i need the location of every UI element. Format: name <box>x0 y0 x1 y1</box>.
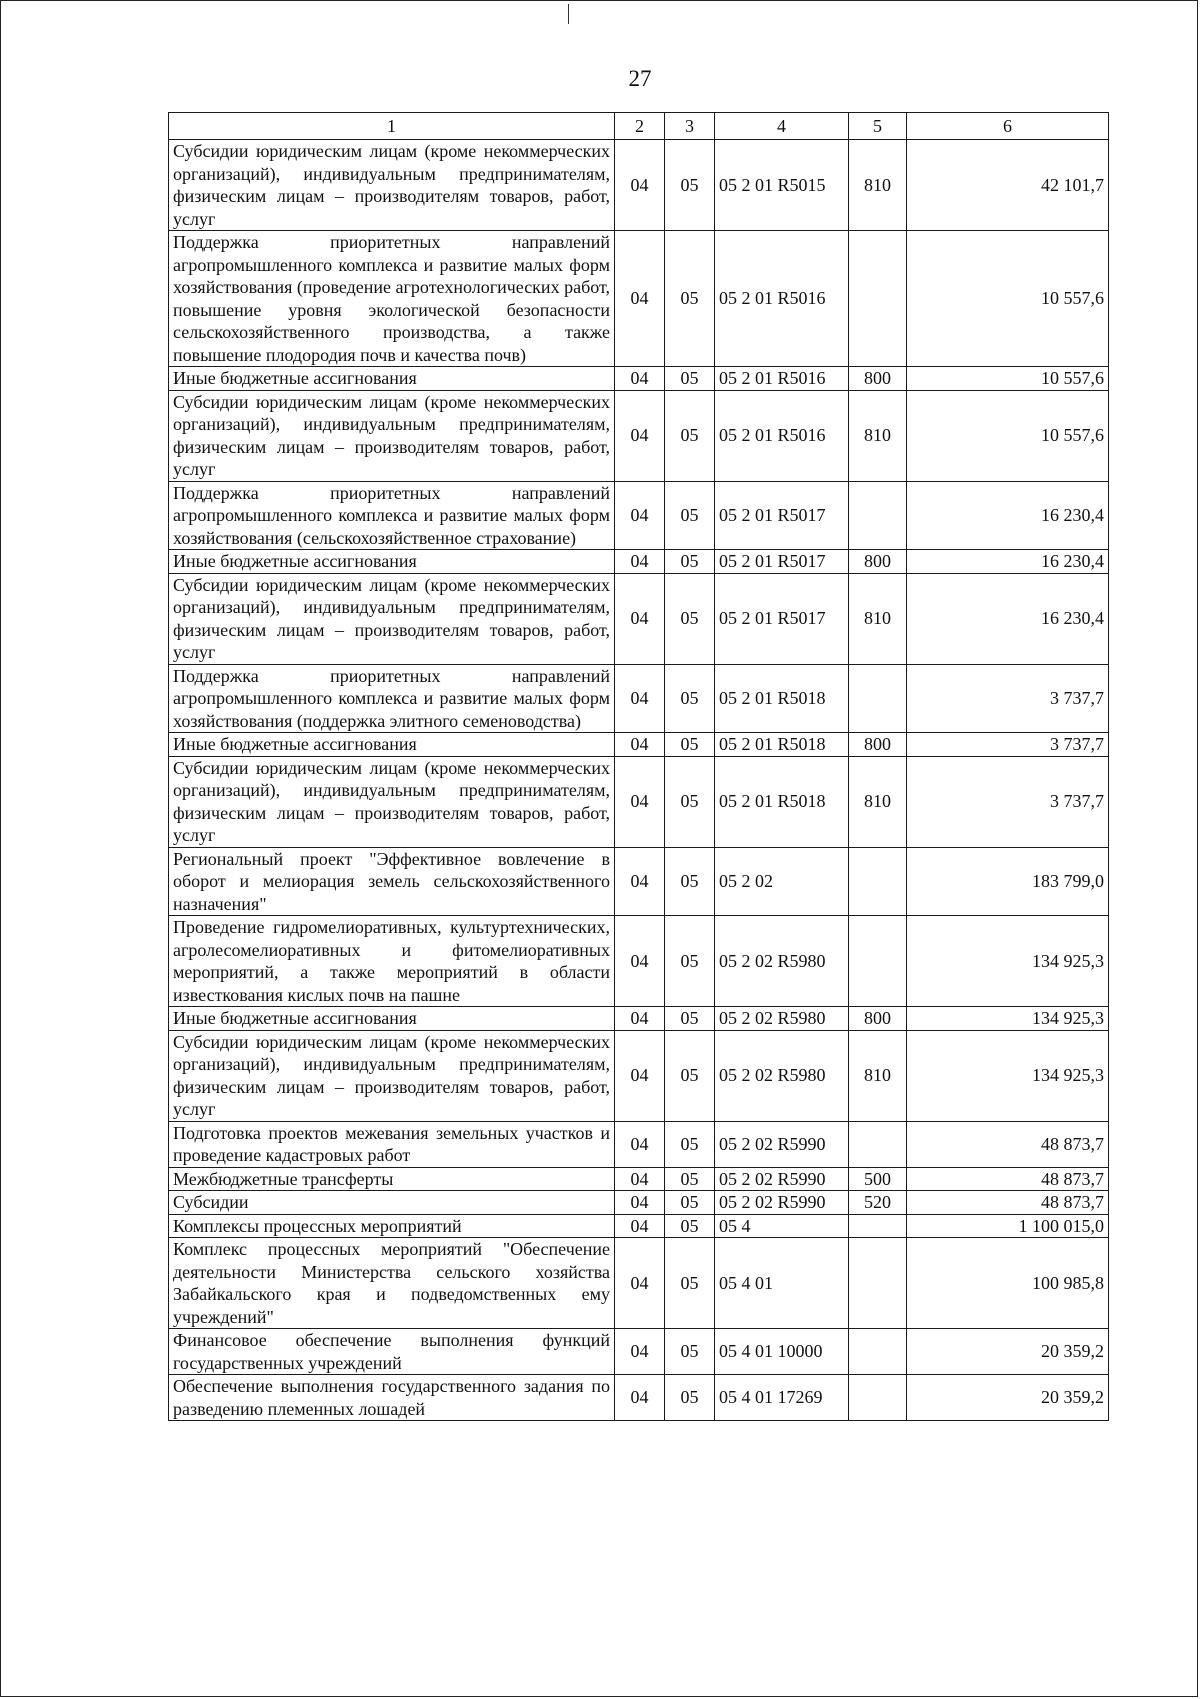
row-amount-cell: 48 873,7 <box>907 1191 1109 1215</box>
row-amount-cell: 20 359,2 <box>907 1329 1109 1375</box>
row-target-code-cell: 05 4 01 <box>715 1238 849 1329</box>
row-amount-cell: 134 925,3 <box>907 916 1109 1007</box>
row-section-cell: 04 <box>615 481 665 550</box>
row-subsection-cell: 05 <box>665 756 715 847</box>
row-target-code-cell: 05 2 01 R5016 <box>715 231 849 367</box>
row-expense-type-cell <box>849 1329 907 1375</box>
row-expense-type-cell <box>849 847 907 916</box>
row-name-cell: Поддержка приоритетных направлений агропромышленного комплекса и развитие малых форм хозяйствования (сельскохозяйственное страхование) <box>169 481 615 550</box>
row-amount-cell: 42 101,7 <box>907 140 1109 231</box>
row-subsection-cell: 05 <box>665 1329 715 1375</box>
table-row <box>169 1238 1109 1329</box>
row-expense-type-cell <box>849 664 907 733</box>
row-subsection-cell: 05 <box>665 1007 715 1031</box>
row-name-cell: Проведение гидромелиоративных, культуртехнических, агролесомелиоративных и фитомелиоративных мероприятий, а также мероприятий в области известкования кислых почв на пашне <box>169 916 615 1007</box>
row-section-cell: 04 <box>615 1214 665 1238</box>
table-row <box>169 756 1109 847</box>
table-row <box>169 664 1109 733</box>
row-subsection-cell: 05 <box>665 1121 715 1167</box>
header-col-2: 2 <box>615 113 665 140</box>
row-section-cell: 04 <box>615 733 665 757</box>
row-section-cell: 04 <box>615 1007 665 1031</box>
row-amount-cell: 10 557,6 <box>907 231 1109 367</box>
page-number: 27 <box>628 66 652 91</box>
row-subsection-cell: 05 <box>665 140 715 231</box>
row-target-code-cell: 05 2 01 R5017 <box>715 481 849 550</box>
row-section-cell: 04 <box>615 1030 665 1121</box>
row-amount-cell: 1 100 015,0 <box>907 1214 1109 1238</box>
row-subsection-cell: 05 <box>665 1238 715 1329</box>
row-amount-cell: 16 230,4 <box>907 573 1109 664</box>
table-row <box>169 1191 1109 1215</box>
row-target-code-cell: 05 2 02 R5990 <box>715 1167 849 1191</box>
row-subsection-cell: 05 <box>665 1191 715 1215</box>
row-section-cell: 04 <box>615 847 665 916</box>
row-section-cell: 04 <box>615 916 665 1007</box>
row-amount-cell: 183 799,0 <box>907 847 1109 916</box>
table-row <box>169 1121 1109 1167</box>
row-target-code-cell: 05 4 <box>715 1214 849 1238</box>
row-subsection-cell: 05 <box>665 916 715 1007</box>
table-body <box>169 140 1109 1421</box>
row-name-cell: Иные бюджетные ассигнования <box>169 733 615 757</box>
row-amount-cell: 16 230,4 <box>907 481 1109 550</box>
row-subsection-cell: 05 <box>665 847 715 916</box>
row-target-code-cell: 05 4 01 17269 <box>715 1375 849 1421</box>
row-amount-cell: 10 557,6 <box>907 367 1109 391</box>
row-subsection-cell: 05 <box>665 367 715 391</box>
row-amount-cell: 3 737,7 <box>907 756 1109 847</box>
table-row <box>169 1007 1109 1031</box>
header-col-4: 4 <box>715 113 849 140</box>
row-expense-type-cell: 800 <box>849 367 907 391</box>
row-name-cell: Межбюджетные трансферты <box>169 1167 615 1191</box>
table-row <box>169 1375 1109 1421</box>
row-target-code-cell: 05 2 02 R5980 <box>715 1030 849 1121</box>
row-section-cell: 04 <box>615 367 665 391</box>
row-target-code-cell: 05 2 01 R5015 <box>715 140 849 231</box>
row-target-code-cell: 05 2 01 R5018 <box>715 733 849 757</box>
row-target-code-cell: 05 2 01 R5016 <box>715 367 849 391</box>
row-expense-type-cell: 810 <box>849 573 907 664</box>
row-section-cell: 04 <box>615 573 665 664</box>
row-name-cell: Субсидии юридическим лицам (кроме некоммерческих организаций), индивидуальным предпринимателям, физическим лицам – производителям товаров, работ, услуг <box>169 390 615 481</box>
budget-table <box>168 112 1109 1421</box>
table-row <box>169 916 1109 1007</box>
table-header-row <box>169 113 1109 140</box>
row-section-cell: 04 <box>615 1191 665 1215</box>
row-expense-type-cell: 500 <box>849 1167 907 1191</box>
row-subsection-cell: 05 <box>665 390 715 481</box>
row-amount-cell: 100 985,8 <box>907 1238 1109 1329</box>
row-target-code-cell: 05 2 02 R5980 <box>715 916 849 1007</box>
row-section-cell: 04 <box>615 1167 665 1191</box>
row-amount-cell: 48 873,7 <box>907 1167 1109 1191</box>
row-name-cell: Иные бюджетные ассигнования <box>169 367 615 391</box>
row-expense-type-cell: 520 <box>849 1191 907 1215</box>
row-section-cell: 04 <box>615 1121 665 1167</box>
row-subsection-cell: 05 <box>665 664 715 733</box>
header-col-1: 1 <box>169 113 615 140</box>
table-row <box>169 1030 1109 1121</box>
row-subsection-cell: 05 <box>665 1030 715 1121</box>
row-expense-type-cell: 800 <box>849 550 907 574</box>
row-name-cell: Обеспечение выполнения государственного задания по разведению племенных лошадей <box>169 1375 615 1421</box>
row-section-cell: 04 <box>615 756 665 847</box>
row-expense-type-cell <box>849 231 907 367</box>
row-section-cell: 04 <box>615 1329 665 1375</box>
row-target-code-cell: 05 2 01 R5016 <box>715 390 849 481</box>
binding-mark <box>568 4 571 24</box>
row-target-code-cell: 05 2 02 R5990 <box>715 1191 849 1215</box>
row-section-cell: 04 <box>615 140 665 231</box>
table-row <box>169 733 1109 757</box>
header-col-5: 5 <box>849 113 907 140</box>
row-name-cell: Поддержка приоритетных направлений агропромышленного комплекса и развитие малых форм хозяйствования (проведение агротехнологических работ, повышение уровня экологической безопасности сельскохозяйственного производства, а также повышение плодородия почв и качества почв) <box>169 231 615 367</box>
row-target-code-cell: 05 2 01 R5018 <box>715 664 849 733</box>
table-row <box>169 1167 1109 1191</box>
row-target-code-cell: 05 2 02 R5980 <box>715 1007 849 1031</box>
row-name-cell: Поддержка приоритетных направлений агропромышленного комплекса и развитие малых форм хозяйствования (поддержка элитного семеноводства) <box>169 664 615 733</box>
row-amount-cell: 3 737,7 <box>907 664 1109 733</box>
row-amount-cell: 10 557,6 <box>907 390 1109 481</box>
row-expense-type-cell: 810 <box>849 140 907 231</box>
row-target-code-cell: 05 2 01 R5017 <box>715 573 849 664</box>
row-subsection-cell: 05 <box>665 733 715 757</box>
row-section-cell: 04 <box>615 1375 665 1421</box>
table-row <box>169 367 1109 391</box>
row-amount-cell: 3 737,7 <box>907 733 1109 757</box>
row-subsection-cell: 05 <box>665 573 715 664</box>
row-name-cell: Субсидии юридическим лицам (кроме некоммерческих организаций), индивидуальным предпринимателям, физическим лицам – производителям товаров, работ, услуг <box>169 756 615 847</box>
row-expense-type-cell <box>849 481 907 550</box>
table-row <box>169 550 1109 574</box>
row-name-cell: Финансовое обеспечение выполнения функций государственных учреждений <box>169 1329 615 1375</box>
row-amount-cell: 20 359,2 <box>907 1375 1109 1421</box>
row-name-cell: Субсидии юридическим лицам (кроме некоммерческих организаций), индивидуальным предпринимателям, физическим лицам – производителям товаров, работ, услуг <box>169 1030 615 1121</box>
table-row <box>169 1214 1109 1238</box>
row-expense-type-cell <box>849 1238 907 1329</box>
table-row <box>169 847 1109 916</box>
row-name-cell: Субсидии юридическим лицам (кроме некоммерческих организаций), индивидуальным предпринимателям, физическим лицам – производителям товаров, работ, услуг <box>169 140 615 231</box>
row-expense-type-cell <box>849 916 907 1007</box>
row-expense-type-cell: 810 <box>849 756 907 847</box>
row-target-code-cell: 05 2 01 R5017 <box>715 550 849 574</box>
table-row <box>169 231 1109 367</box>
row-amount-cell: 134 925,3 <box>907 1007 1109 1031</box>
row-amount-cell: 134 925,3 <box>907 1030 1109 1121</box>
table-row <box>169 1329 1109 1375</box>
table-row <box>169 573 1109 664</box>
row-subsection-cell: 05 <box>665 1214 715 1238</box>
row-subsection-cell: 05 <box>665 1167 715 1191</box>
header-col-3: 3 <box>665 113 715 140</box>
row-name-cell: Иные бюджетные ассигнования <box>169 550 615 574</box>
row-name-cell: Комплексы процессных мероприятий <box>169 1214 615 1238</box>
row-expense-type-cell <box>849 1375 907 1421</box>
table-row <box>169 481 1109 550</box>
row-name-cell: Комплекс процессных мероприятий "Обеспечение деятельности Министерства сельского хозяйства Забайкальского края и подведомственных ему учреждений" <box>169 1238 615 1329</box>
row-section-cell: 04 <box>615 231 665 367</box>
row-expense-type-cell <box>849 1121 907 1167</box>
row-target-code-cell: 05 2 01 R5018 <box>715 756 849 847</box>
row-expense-type-cell: 800 <box>849 1007 907 1031</box>
row-section-cell: 04 <box>615 390 665 481</box>
row-name-cell: Иные бюджетные ассигнования <box>169 1007 615 1031</box>
row-subsection-cell: 05 <box>665 550 715 574</box>
table-row <box>169 140 1109 231</box>
header-col-6: 6 <box>907 113 1109 140</box>
row-subsection-cell: 05 <box>665 481 715 550</box>
row-name-cell: Субсидии <box>169 1191 615 1215</box>
row-section-cell: 04 <box>615 1238 665 1329</box>
row-target-code-cell: 05 2 02 R5990 <box>715 1121 849 1167</box>
row-section-cell: 04 <box>615 550 665 574</box>
row-section-cell: 04 <box>615 664 665 733</box>
row-name-cell: Подготовка проектов межевания земельных участков и проведение кадастровых работ <box>169 1121 615 1167</box>
row-target-code-cell: 05 2 02 <box>715 847 849 916</box>
row-name-cell: Субсидии юридическим лицам (кроме некоммерческих организаций), индивидуальным предпринимателям, физическим лицам – производителям товаров, работ, услуг <box>169 573 615 664</box>
row-expense-type-cell: 810 <box>849 1030 907 1121</box>
row-expense-type-cell: 800 <box>849 733 907 757</box>
table-row <box>169 390 1109 481</box>
row-expense-type-cell: 810 <box>849 390 907 481</box>
row-name-cell: Региональный проект "Эффективное вовлечение в оборот и мелиорация земель сельскохозяйственного назначения" <box>169 847 615 916</box>
row-expense-type-cell <box>849 1214 907 1238</box>
row-target-code-cell: 05 4 01 10000 <box>715 1329 849 1375</box>
row-subsection-cell: 05 <box>665 1375 715 1421</box>
row-subsection-cell: 05 <box>665 231 715 367</box>
row-amount-cell: 16 230,4 <box>907 550 1109 574</box>
row-amount-cell: 48 873,7 <box>907 1121 1109 1167</box>
